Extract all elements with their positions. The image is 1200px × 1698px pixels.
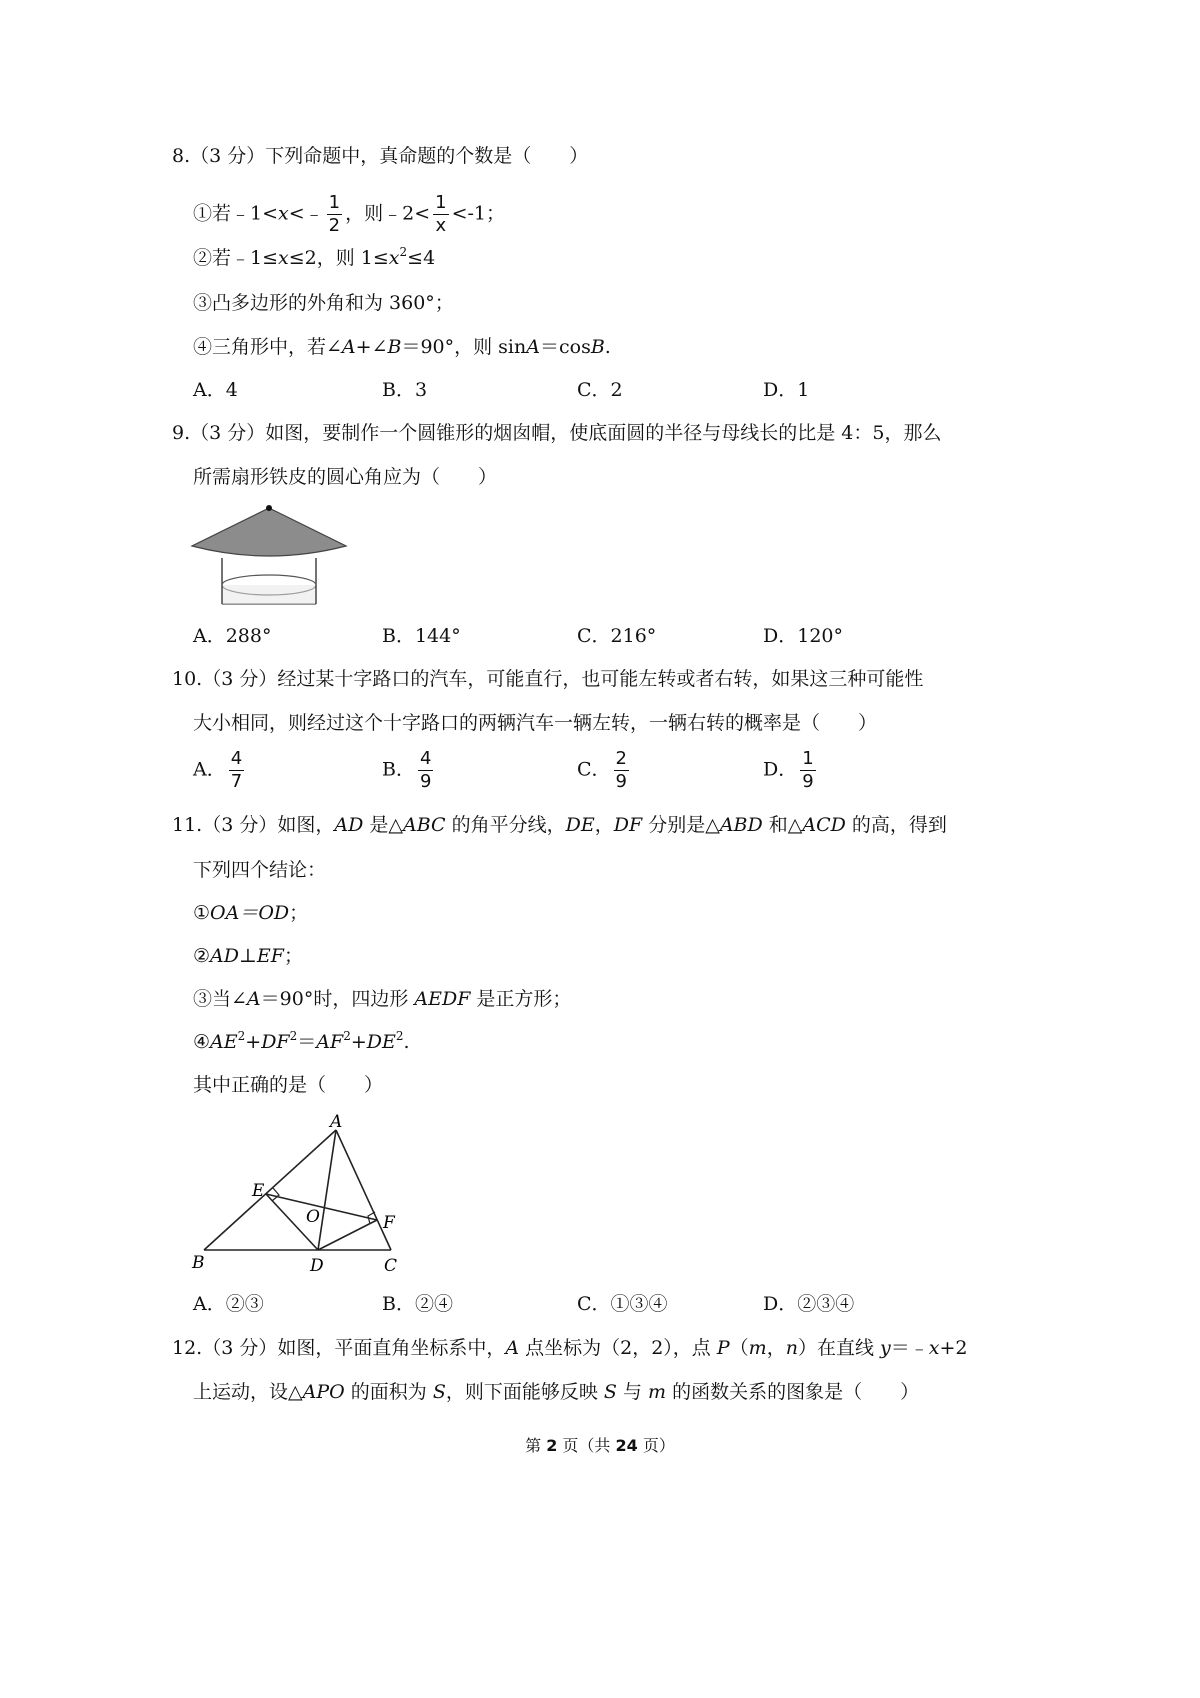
q8-item-3: ③凸多边形的外角和为 360°； [193, 292, 454, 314]
q11-option-c: C．①③④ [577, 1293, 668, 1315]
q12-stem-line-2: 上运动，设△APO 的面积为 S，则下面能够反映 S 与 m 的函数关系的图象是（ ） [193, 1381, 920, 1403]
triangle-figure [186, 1108, 416, 1278]
fraction-one-half: $\frac{1}{2}$ [328, 192, 341, 236]
label-c: C [384, 1256, 398, 1276]
fraction-one-over-x: $\frac{1}{x}$ [435, 192, 447, 236]
q11-stem-line-1: 11.（3 分）如图，AD 是△ABC 的角平分线，DE，DF 分别是△ABD 和△ACD 的高，得到 [172, 814, 947, 836]
q9-stem-line-2: 所需扇形铁皮的圆心角应为（ ） [193, 466, 498, 488]
label-o: O [306, 1207, 320, 1227]
q11-conclusion-1: ①OA＝OD； [193, 902, 309, 924]
q8-item-1-var: x [278, 202, 289, 225]
q11-option-b: B．②④ [382, 1293, 453, 1315]
q9-option-b: B．144° [382, 625, 461, 647]
q9-option-d: D．120° [763, 625, 843, 647]
q11-conclusion-3: ③当∠A＝90°时，四边形 AEDF 是正方形； [193, 988, 572, 1010]
q8-item-1-text-c: ，则﹣2< [345, 202, 431, 225]
q8-item-1-text-b: <﹣ [288, 202, 324, 225]
label-f: F [383, 1213, 395, 1233]
q11-stem-line-2: 下列四个结论： [193, 859, 327, 881]
q8-option-a: A．4 [193, 379, 238, 401]
q12-stem-line-1: 12.（3 分）如图，平面直角坐标系中，A 点坐标为（2，2），点 P（m，n）在直线 y＝﹣x+2 [172, 1337, 968, 1359]
label-a: A [330, 1112, 343, 1132]
q8-item-1-text-d: <-1； [451, 202, 506, 225]
label-e: E [252, 1181, 265, 1201]
q8-option-d: D．1 [763, 379, 810, 401]
q11-conclusion-4: $④AE^2+DF^2=AF^2+DE^2$. [193, 1029, 410, 1053]
q9-stem-line-1: 9.（3 分）如图，要制作一个圆锥形的烟囱帽，使底面圆的半径与母线长的比是 4：5，那么 [172, 422, 942, 444]
q10-stem-line-1: 10.（3 分）经过某十字路口的汽车，可能直行，也可能左转或者右转，如果这三种可能性 [172, 668, 924, 690]
label-d: D [310, 1256, 324, 1276]
q11-option-d: D．②③④ [763, 1293, 855, 1315]
q10-option-c: C． $\frac{2}{9}$ [577, 748, 627, 792]
q10-option-a: A． $\frac{4}{7}$ [193, 748, 243, 792]
q10-option-d: D． $\frac{1}{9}$ [763, 748, 814, 792]
label-b: B [192, 1253, 205, 1273]
q8-option-b: B．3 [382, 379, 428, 401]
q11-option-a: A．②③ [193, 1293, 264, 1315]
q8-item-2: ②若﹣1≤x≤2，则 $1\le x^2\le 4$ [193, 245, 436, 269]
q8-option-c: C．2 [577, 379, 623, 401]
q10-option-b: B． $\frac{4}{9}$ [382, 748, 432, 792]
q9-option-c: C．216° [577, 625, 657, 647]
page-footer: 第 2 页（共 24 页） [525, 1436, 675, 1455]
q8-stem: 8.（3 分）下列命题中，真命题的个数是（ ） [172, 145, 589, 167]
q8-item-4: ④三角形中，若∠A+∠B＝90°，则 sinA＝cosB. [193, 336, 611, 358]
q9-option-a: A．288° [193, 625, 272, 647]
chimney-cap-figure [188, 500, 353, 610]
page-number: 2 [546, 1436, 558, 1455]
q8-item-1 [193, 192, 505, 237]
q11-ask: 其中正确的是（ ） [193, 1074, 384, 1096]
q11-conclusion-2: ②AD⊥EF； [193, 945, 303, 967]
q8-item-1-text: ①若﹣1< [193, 202, 279, 225]
q10-stem-line-2: 大小相同，则经过这个十字路口的两辆汽车一辆左转，一辆右转的概率是（ ） [193, 712, 878, 734]
total-pages: 24 [615, 1436, 638, 1455]
